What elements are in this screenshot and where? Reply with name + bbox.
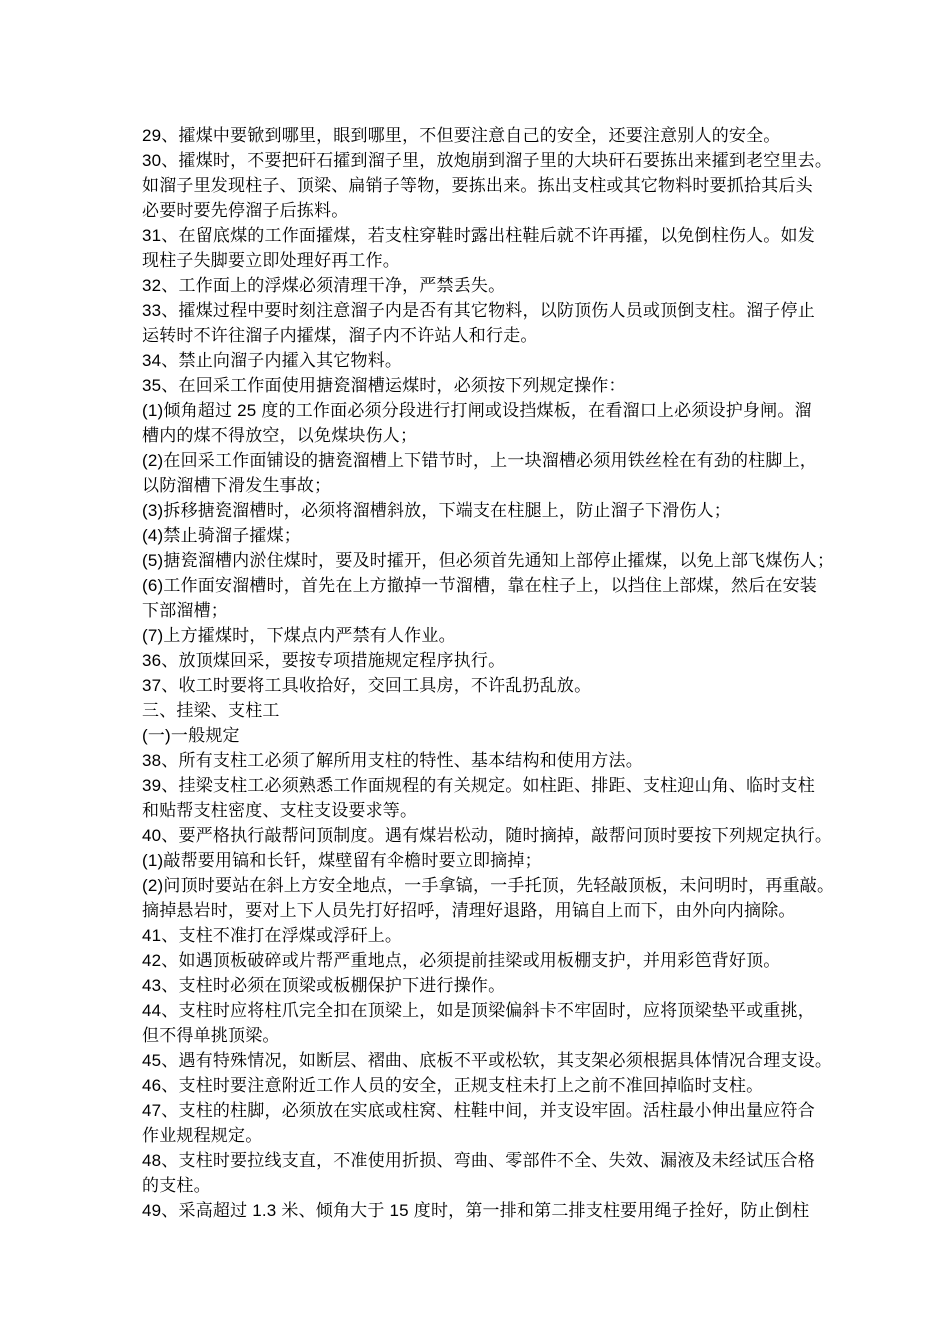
text-line: 45、遇有特殊情况，如断层、褶曲、底板不平或松软，其支架必须根据具体情况合理支设。 bbox=[142, 1051, 833, 1070]
text-line: (6)工作面安溜槽时，首先在上方撤掉一节溜槽，靠在柱子上，以挡住上部煤，然后在安装 bbox=[142, 576, 817, 595]
text-line: 如溜子里发现柱子、顶梁、扁销子等物，要拣出来。拣出支柱或其它物料时要抓拾其后头 bbox=[142, 176, 813, 195]
text-line: (3)拆移搪瓷溜槽时，必须将溜槽斜放，下端支在柱腿上，防止溜子下滑伤人； bbox=[142, 501, 731, 520]
text-line: 34、禁止向溜子内攉入其它物料。 bbox=[142, 351, 403, 370]
text-line: 37、收工时要将工具收拾好，交回工具房，不许乱扔乱放。 bbox=[142, 676, 592, 695]
text-line: 36、放顶煤回采，要按专项措施规定程序执行。 bbox=[142, 651, 506, 670]
text-line: 现柱子失脚要立即处理好再工作。 bbox=[142, 251, 400, 270]
text-line: 作业规程规定。 bbox=[142, 1126, 263, 1145]
text-line: 40、要严格执行敲帮问顶制度。遇有煤岩松动，随时摘掉，敲帮问顶时要按下列规定执行。 bbox=[142, 826, 833, 845]
text-line: 43、支柱时必须在顶梁或板棚保护下进行操作。 bbox=[142, 976, 506, 995]
text-line: 以防溜槽下滑发生事故； bbox=[142, 476, 332, 495]
text-line: 44、支柱时应将柱爪完全扣在顶梁上，如是顶梁偏斜卡不牢固时，应将顶梁垫平或重挑， bbox=[142, 1001, 815, 1020]
text-line: 48、支柱时要拉线支直，不准使用折损、弯曲、零部件不全、失效、漏液及未经试压合格 bbox=[142, 1151, 815, 1170]
document-body bbox=[142, 123, 835, 1223]
text-line: (1)倾角超过 25 度的工作面必须分段进行打闸或设挡煤板，在看溜口上必须设护身闸。溜 bbox=[142, 401, 812, 420]
text-line: 32、工作面上的浮煤必须清理干净，严禁丢失。 bbox=[142, 276, 506, 295]
text-line: (2)在回采工作面铺设的搪瓷溜槽上下错节时，上一块溜槽必须用铁丝栓在有劲的柱脚上， bbox=[142, 451, 817, 470]
text-line: 38、所有支柱工必须了解所用支柱的特性、基本结构和使用方法。 bbox=[142, 751, 643, 770]
text-line: 42、如遇顶板破碎或片帮严重地点，必须提前挂梁或用板棚支护，并用彩笆背好顶。 bbox=[142, 951, 781, 970]
text-line: 30、攉煤时，不要把矸石攉到溜子里，放炮崩到溜子里的大块矸石要拣出来攉到老空里去。 bbox=[142, 151, 833, 170]
text-line: (1)敲帮要用镐和长钎，煤壁留有伞檐时要立即摘掉； bbox=[142, 851, 542, 870]
text-line: (2)问顶时要站在斜上方安全地点，一手拿镐，一手托顶，先轻敲顶板，未问明时，再重敲。 bbox=[142, 876, 835, 895]
text-line: 47、支柱的柱脚，必须放在实底或柱窝、柱鞋中间，并支设牢固。活柱最小伸出量应符合 bbox=[142, 1101, 815, 1120]
text-line: 槽内的煤不得放空，以免煤块伤人； bbox=[142, 426, 418, 445]
text-line: 和贴帮支柱密度、支柱支设要求等。 bbox=[142, 801, 418, 820]
text-line: 运转时不许往溜子内攉煤，溜子内不许站人和行走。 bbox=[142, 326, 538, 345]
text-line: (4)禁止骑溜子攉煤； bbox=[142, 526, 301, 545]
text-line: (7)上方攉煤时，下煤点内严禁有人作业。 bbox=[142, 626, 456, 645]
text-line: 29、攉煤中要锨到哪里，眼到哪里，不但要注意自己的安全，还要注意别人的安全。 bbox=[142, 126, 781, 145]
text-line: 33、攉煤过程中要时刻注意溜子内是否有其它物料，以防顶伤人员或顶倒支柱。溜子停止 bbox=[142, 301, 815, 320]
text-line: 35、在回采工作面使用搪瓷溜槽运煤时，必须按下列规定操作： bbox=[142, 376, 626, 395]
text-line: 31、在留底煤的工作面攉煤，若支柱穿鞋时露出柱鞋后就不许再攉，以免倒柱伤人。如发 bbox=[142, 226, 815, 245]
text-line: 46、支柱时要注意附近工作人员的安全，正规支柱未打上之前不准回掉临时支柱。 bbox=[142, 1076, 764, 1095]
text-line: 但不得单挑顶梁。 bbox=[142, 1026, 280, 1045]
text-line: 摘掉悬岩时，要对上下人员先打好招呼，清理好退路，用镐自上而下，由外向内摘除。 bbox=[142, 901, 796, 920]
text-line: 49、采高超过 1.3 米、倾角大于 15 度时，第一排和第二排支柱要用绳子拴好，防止倒柱 bbox=[142, 1201, 810, 1220]
text-line: 下部溜槽； bbox=[142, 601, 228, 620]
subsection-heading: (一)一般规定 bbox=[142, 726, 240, 745]
text-line: 的支柱。 bbox=[142, 1176, 211, 1195]
text-line: (5)搪瓷溜槽内淤住煤时，要及时攉开，但必须首先通知上部停止攉煤，以免上部飞煤伤人； bbox=[142, 551, 835, 570]
text-line: 41、支柱不准打在浮煤或浮矸上。 bbox=[142, 926, 403, 945]
section-heading: 三、挂梁、支柱工 bbox=[142, 701, 280, 720]
text-line: 必要时要先停溜子后拣料。 bbox=[142, 201, 349, 220]
text-line: 39、挂梁支柱工必须熟悉工作面规程的有关规定。如柱距、排距、支柱迎山角、临时支柱 bbox=[142, 776, 815, 795]
